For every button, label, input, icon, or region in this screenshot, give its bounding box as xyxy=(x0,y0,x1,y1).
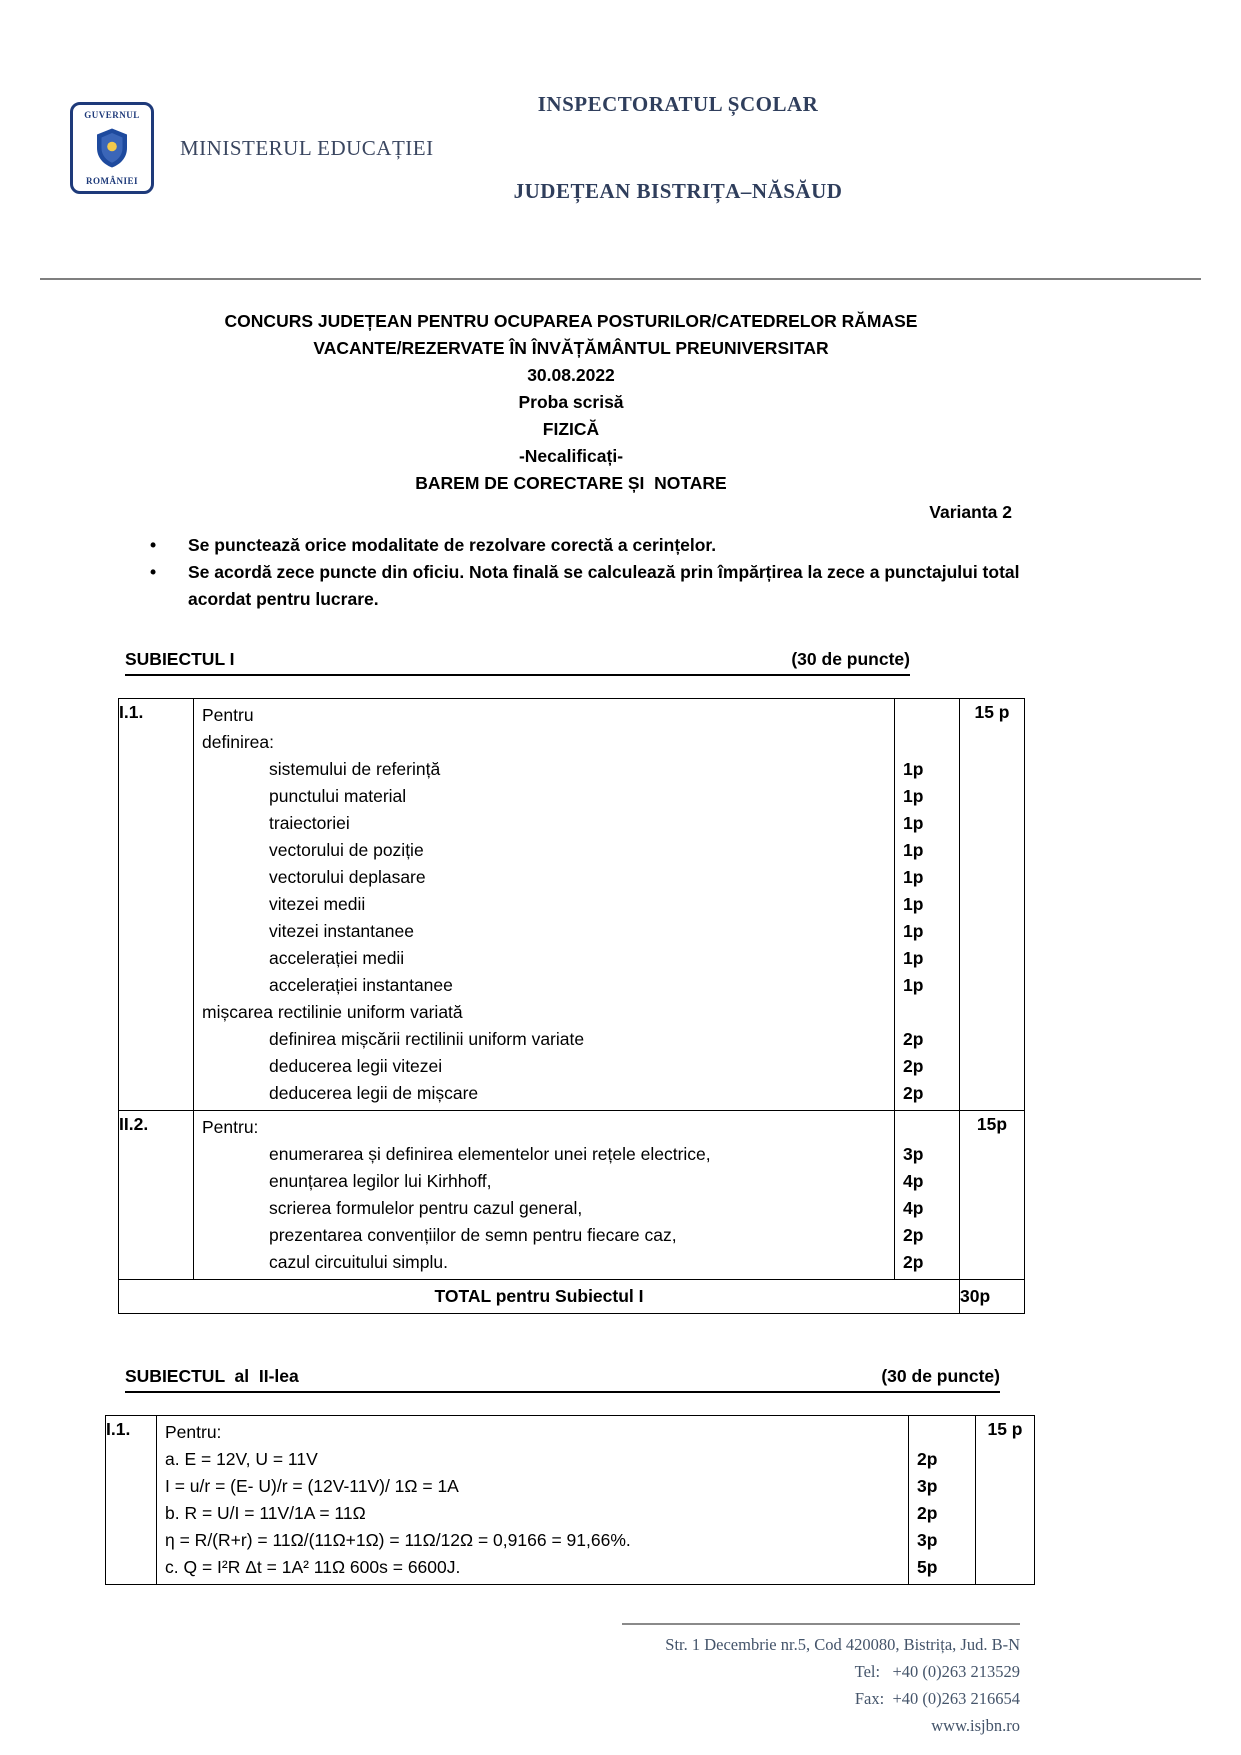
rubric-row xyxy=(119,699,1025,1111)
criterion-text: vectorului de poziție xyxy=(269,840,424,860)
criterion-points: 2p xyxy=(903,1225,924,1245)
criterion-text: Pentru: xyxy=(165,1422,222,1442)
subject2-heading xyxy=(125,1364,1000,1393)
subject2-rubric-table xyxy=(105,1415,1035,1585)
instruction-text: Se punctează orice modalitate de rezolvare corectă a cerințelor. xyxy=(188,535,717,555)
exam-type: Proba scrisă xyxy=(518,392,624,412)
criterion-points: 2p xyxy=(903,1056,924,1076)
criterion-text: a. E = 12V, U = 11V xyxy=(165,1449,318,1469)
row-total-points: 15 p xyxy=(960,699,1025,1111)
row-total-points: 15 p xyxy=(976,1416,1035,1585)
criterion-text: I = u/r = (E- U)/r = (12V-11V)/ 1Ω = 1A xyxy=(165,1476,459,1496)
criterion-text: accelerației medii xyxy=(269,948,405,968)
letterhead xyxy=(0,0,1241,264)
criterion-points xyxy=(895,702,959,729)
logo-top-text: GUVERNUL xyxy=(84,110,140,120)
subject1-title: SUBIECTUL I xyxy=(125,649,235,669)
bullet-icon: • xyxy=(150,562,157,582)
total-label: TOTAL pentru Subiectul I xyxy=(119,1280,960,1314)
criterion-text: deducerea legii de mișcare xyxy=(269,1083,479,1103)
barem-label: BAREM DE CORECTARE ȘI NOTARE xyxy=(415,473,727,493)
footer-website: www.isjbn.ro xyxy=(931,1716,1020,1735)
criterion-points: 1p xyxy=(903,759,924,779)
criterion-text: definirea: xyxy=(202,732,274,752)
criterion-text: cazul circuitului simplu. xyxy=(269,1252,448,1272)
row-points xyxy=(895,699,960,1111)
criterion-text: sistemului de referință xyxy=(269,759,441,779)
instruction-item xyxy=(150,532,1022,559)
row-id: I.1. xyxy=(119,699,194,1111)
criterion-points: 1p xyxy=(903,894,924,914)
criterion-points xyxy=(895,729,959,756)
criterion-text: c. Q = I²R Δt = 1A² 11Ω 600s = 6600J. xyxy=(165,1557,461,1577)
criterion-points: 3p xyxy=(903,1144,924,1164)
criterion-points: 3p xyxy=(917,1476,938,1496)
rubric-row xyxy=(119,1111,1025,1280)
subject1-heading xyxy=(125,647,910,676)
bullet-icon: • xyxy=(150,535,157,555)
exam-date: 30.08.2022 xyxy=(527,365,615,385)
criterion-text: b. R = U/I = 11V/1A = 11Ω xyxy=(165,1503,366,1523)
criterion-points xyxy=(909,1419,975,1446)
total-value: 30p xyxy=(960,1280,1025,1314)
variant-label: Varianta 2 xyxy=(929,502,1012,522)
row-id: II.2. xyxy=(119,1111,194,1280)
criterion-points: 2p xyxy=(903,1083,924,1103)
criterion-points: 1p xyxy=(903,975,924,995)
criterion-text: scrierea formulelor pentru cazul general, xyxy=(269,1198,583,1218)
criterion-points: 1p xyxy=(903,786,924,806)
criterion-points: 1p xyxy=(903,840,924,860)
criterion-points: 4p xyxy=(903,1198,924,1218)
rubric-row xyxy=(106,1416,1035,1585)
page-footer xyxy=(622,1623,1020,1739)
total-row xyxy=(119,1280,1025,1314)
subject2-title: SUBIECTUL al II-lea xyxy=(125,1366,299,1386)
criterion-text: Pentru: xyxy=(202,1117,259,1137)
instruction-item xyxy=(150,559,1025,613)
criterion-points: 1p xyxy=(903,921,924,941)
subject-name: FIZICĂ xyxy=(542,419,600,439)
header-divider xyxy=(40,278,1201,280)
row-total-points: 15p xyxy=(960,1111,1025,1280)
footer-divider xyxy=(622,1623,1020,1625)
row-description xyxy=(194,699,895,1111)
criterion-text: vitezei medii xyxy=(269,894,366,914)
logo-bottom-text: ROMÂNIEI xyxy=(85,176,138,186)
criterion-points: 2p xyxy=(903,1252,924,1272)
document-title-block xyxy=(130,308,1012,497)
criterion-points: 1p xyxy=(903,813,924,833)
row-description xyxy=(194,1111,895,1280)
shield-icon xyxy=(94,127,130,169)
subject1-rubric-table xyxy=(118,698,1025,1314)
criterion-text: accelerației instantanee xyxy=(269,975,453,995)
inspectorate-title xyxy=(514,32,843,264)
criterion-points xyxy=(895,1114,959,1141)
criterion-text: Pentru xyxy=(202,705,254,725)
inspectorate-line2: JUDEȚEAN BISTRIȚA–NĂSĂUD xyxy=(513,179,843,203)
title-line: CONCURS JUDEȚEAN PENTRU OCUPAREA POSTURILOR/CATEDRELOR RĂMASE xyxy=(224,311,918,331)
inspectorate-line1: INSPECTORATUL ȘCOLAR xyxy=(537,92,819,116)
row-id: I.1. xyxy=(106,1416,157,1585)
criterion-text: traiectoriei xyxy=(269,813,350,833)
criterion-text: η = R/(R+r) = 11Ω/(11Ω+1Ω) = 11Ω/12Ω = 0,9166 = 91,66%. xyxy=(165,1530,631,1550)
subject1-points: (30 de puncte) xyxy=(791,649,910,669)
criterion-text: vectorului deplasare xyxy=(269,867,426,887)
govt-logo xyxy=(70,102,154,194)
footer-fax: Fax: +40 (0)263 216654 xyxy=(854,1689,1020,1708)
title-line: VACANTE/REZERVATE ÎN ÎNVĂȚĂMÂNTUL PREUNIVERSITAR xyxy=(313,338,829,358)
criterion-text: mișcarea rectilinie uniform variată xyxy=(202,1002,463,1022)
row-description xyxy=(157,1416,909,1585)
qualification-label: -Necalificați- xyxy=(518,446,624,466)
criterion-text: definirea mișcării rectilinii uniform variate xyxy=(269,1029,585,1049)
criterion-points: 1p xyxy=(903,867,924,887)
criterion-text: prezentarea convențiilor de semn pentru fiecare caz, xyxy=(269,1225,677,1245)
criterion-text: enunțarea legilor lui Kirhhoff, xyxy=(269,1171,492,1191)
criterion-points: 2p xyxy=(917,1449,938,1469)
criterion-points xyxy=(895,999,959,1026)
criterion-points: 2p xyxy=(917,1503,938,1523)
criterion-text: deducerea legii vitezei xyxy=(269,1056,443,1076)
instruction-text: Se acordă zece puncte din oficiu. Nota finală se calculează prin împărțirea la zece a punctajului total acordat pentru lucrare. xyxy=(188,562,1025,609)
criterion-points: 3p xyxy=(917,1530,938,1550)
criterion-text: vitezei instantanee xyxy=(269,921,414,941)
instructions-list xyxy=(150,532,1025,613)
ministry-title: MINISTERUL EDUCAȚIEI xyxy=(180,135,434,160)
footer-address: Str. 1 Decembrie nr.5, Cod 420080, Bistrița, Jud. B-N xyxy=(665,1635,1020,1654)
criterion-text: enumerarea și definirea elementelor unei rețele electrice, xyxy=(269,1144,711,1164)
criterion-points: 2p xyxy=(903,1029,924,1049)
criterion-text: punctului material xyxy=(269,786,407,806)
criterion-points: 1p xyxy=(903,948,924,968)
subject2-points: (30 de puncte) xyxy=(881,1366,1000,1386)
row-points xyxy=(895,1111,960,1280)
footer-tel: Tel: +40 (0)263 213529 xyxy=(854,1662,1020,1681)
row-points xyxy=(909,1416,976,1585)
criterion-points: 5p xyxy=(917,1557,938,1577)
criterion-points: 4p xyxy=(903,1171,924,1191)
